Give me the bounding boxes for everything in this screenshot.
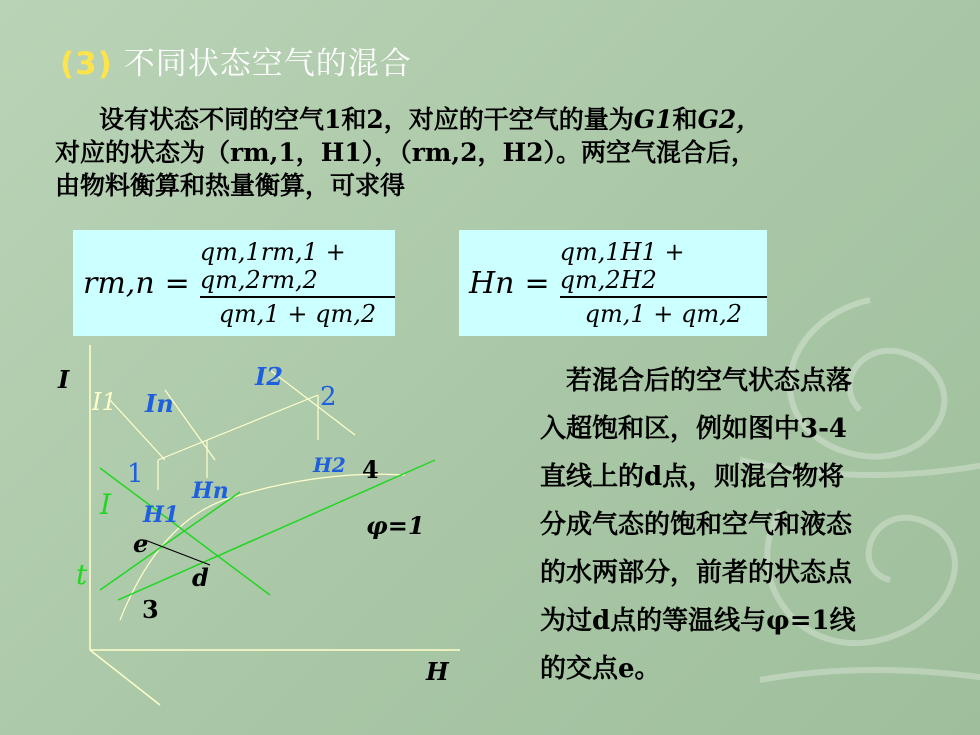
in-label: In (145, 389, 174, 418)
i2-label: I2 (255, 362, 283, 391)
explanation-line5: 的水两部分，前者的状态点 (540, 558, 853, 588)
green-i-label: I (100, 488, 112, 521)
explanation-line6: 为过d点的等温线与φ=1线 (540, 606, 856, 636)
explanation-line7: 的交点e。 (540, 654, 661, 684)
formula2-numerator: qm,1H1 + qm,2H2 (559, 238, 685, 294)
formula1-denominator: qm,1 + qm,2 (218, 300, 377, 328)
formula1-lhs: rm,n (83, 265, 155, 301)
formula1-numerator: qm,1rm,1 + qm,2rm,2 (199, 238, 346, 294)
explanation-line2: 入超饱和区，例如图中3-4 (540, 414, 847, 444)
g1-symbol: G1 (633, 105, 673, 134)
point-2-label: 2 (320, 382, 337, 412)
title-number: (3) (60, 46, 113, 82)
explanation-line3: 直线上的d点，则混合物将 (540, 462, 845, 492)
formula2-denominator: qm,1 + qm,2 (584, 300, 743, 328)
mixing-line (158, 395, 318, 460)
h-axis-label: H (426, 657, 449, 686)
hn-label: Hn (192, 478, 229, 504)
isenthalp-line (100, 468, 270, 595)
h1-label: H1 (143, 502, 180, 528)
intro-line2: 对应的状态为（rm,1，H1），（rm,2，H2）。两空气混合后， (55, 138, 756, 167)
equals-sign: = (524, 265, 550, 301)
title-text: 不同状态空气的混合 (123, 46, 412, 82)
point-4-label: 4 (362, 455, 379, 484)
phi-label: φ=1 (366, 511, 425, 540)
point-1-label: 1 (127, 459, 144, 489)
t-label: t (76, 558, 88, 591)
intro-line1: 设有状态不同的空气1和2，对应的干空气的量为 (99, 105, 634, 134)
g2-symbol: G2， (697, 105, 762, 134)
i-axis-label: I (58, 365, 70, 394)
explanation-line4: 分成气态的饱和空气和液态 (540, 510, 853, 540)
explanation-text (540, 357, 940, 693)
d-label: d (192, 563, 209, 592)
point-3-label: 3 (142, 595, 159, 624)
i1-label: I1 (92, 388, 117, 416)
equals-sign: = (164, 265, 190, 301)
formula2-lhs: Hn (469, 265, 515, 301)
explanation-line1: 若混合后的空气状态点落 (566, 366, 853, 396)
e-label: e (133, 529, 149, 558)
axis-diag (90, 650, 160, 705)
and-text: 和 (672, 105, 698, 134)
h2-label: H2 (313, 453, 346, 477)
intro-line3: 由物料衡算和热量衡算，可求得 (55, 171, 406, 200)
